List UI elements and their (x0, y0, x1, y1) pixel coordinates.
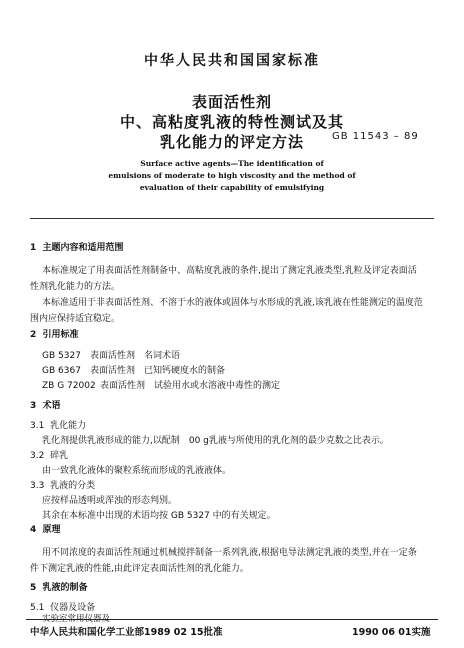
clause-title: 乳液的分类 (50, 481, 96, 491)
section-title: 引用标准 (42, 330, 79, 340)
s1-paragraph-1a: 本标准规定了用表面活性剂制备中、高粘度乳液的条件,提出了测定乳液类型,乳粒及评定表面活 (42, 266, 417, 276)
approval-date: 中华人民共和国化学工业部1989 02 15批准 (30, 627, 223, 638)
term-3-1-text: 乳化剂提供乳液形成的能力,以配制 00 g乳液与所使用的乳化剂的最少克数之比表示。 (42, 436, 389, 446)
s4-paragraph-line-1: 用不同浓度的表面活性剂通过机械搅拌制备一系列乳液,根据电导法测定乳液的类型,并在一定条 (42, 548, 417, 558)
clause-number: 3.1 (30, 421, 45, 431)
title-en-line-2: emulsions of moderate to high viscosity and the method of (108, 171, 356, 180)
s1-paragraph-2b: 围内应保持适宜稳定。 (30, 314, 121, 324)
section-number: 2 (30, 330, 37, 340)
term-3-3-heading (30, 478, 95, 491)
section-number: 3 (30, 401, 37, 411)
section-title: 主题内容和适用范围 (42, 243, 124, 253)
reference-item (42, 378, 280, 391)
clause-title: 碎乳 (50, 451, 69, 461)
reference-code: GB 5327 (42, 351, 81, 361)
reference-code: ZB G 72002 (42, 381, 96, 391)
s4-paragraph-line-2: 件下测定乳液的性能,由此评定表面活性剂的乳化能力。 (30, 564, 249, 574)
title-en-line-1: Surface active agents—The identification of (140, 159, 324, 168)
footer-divider (26, 619, 438, 620)
term-3-2-text: 由一致乳化液体的聚粒系统而形成的乳液液体。 (42, 466, 232, 476)
clause-number: 5.1 (30, 603, 45, 613)
section-title: 乳液的制备 (42, 583, 88, 593)
title-zh-line-3: 乳化能力的评定方法 (159, 133, 304, 151)
reference-item (42, 363, 225, 376)
section-title: 原理 (42, 525, 61, 535)
reference-name: 表面活性剂 已知钙硬度水的制备 (90, 366, 226, 376)
term-3-1-heading (30, 418, 86, 431)
section-5-heading (30, 580, 88, 593)
section-title: 术语 (42, 401, 61, 411)
reference-name: 表面活性剂 试验用水或水溶液中毒性的测定 (100, 381, 281, 391)
clause-title: 仪器及设备 (50, 603, 96, 613)
section-2-heading (30, 327, 79, 340)
clause-5-1-text: 实验室常用仪器及 (42, 614, 111, 624)
s1-paragraph-1b: 性剂乳化能力的方法。 (30, 282, 121, 292)
title-zh-line-2: 中、高粘度乳液的特性测试及其 (119, 113, 344, 131)
title-zh-line-1: 表面活性剂 (191, 93, 272, 111)
section-4-heading (30, 522, 61, 535)
section-3-heading (30, 398, 61, 411)
section-number: 1 (30, 243, 37, 253)
reference-code: GB 6367 (42, 366, 81, 376)
top-divider (30, 218, 434, 219)
reference-item (42, 348, 180, 361)
reference-name: 表面活性剂 名词术语 (90, 351, 181, 361)
clause-title: 乳化能力 (50, 421, 87, 431)
standard-code: GB 11543 – 89 (332, 131, 419, 142)
term-3-3-text-1: 应按样品透明或浑浊的形态判别。 (42, 496, 178, 506)
title-en-line-3: evaluation of their capability of emulsifying (139, 183, 325, 192)
implementation-date: 1990 06 01实施 (352, 627, 431, 638)
standard-header: 中华人民共和国国家标准 (144, 53, 320, 69)
section-1-heading (30, 240, 124, 253)
term-3-2-heading (30, 448, 68, 461)
clause-number: 3.2 (30, 451, 45, 461)
clause-number: 3.3 (30, 481, 45, 491)
section-number: 4 (30, 525, 37, 535)
section-number: 5 (30, 583, 37, 593)
term-3-3-text-2: 其余在本标准中出现的术语均按 GB 5327 中的有关规定。 (42, 511, 276, 521)
s1-paragraph-2a: 本标准适用于非表面活性剂、不溶于水的液体或固体与水形成的乳液,该乳液在性能测定的温度范 (42, 298, 423, 308)
